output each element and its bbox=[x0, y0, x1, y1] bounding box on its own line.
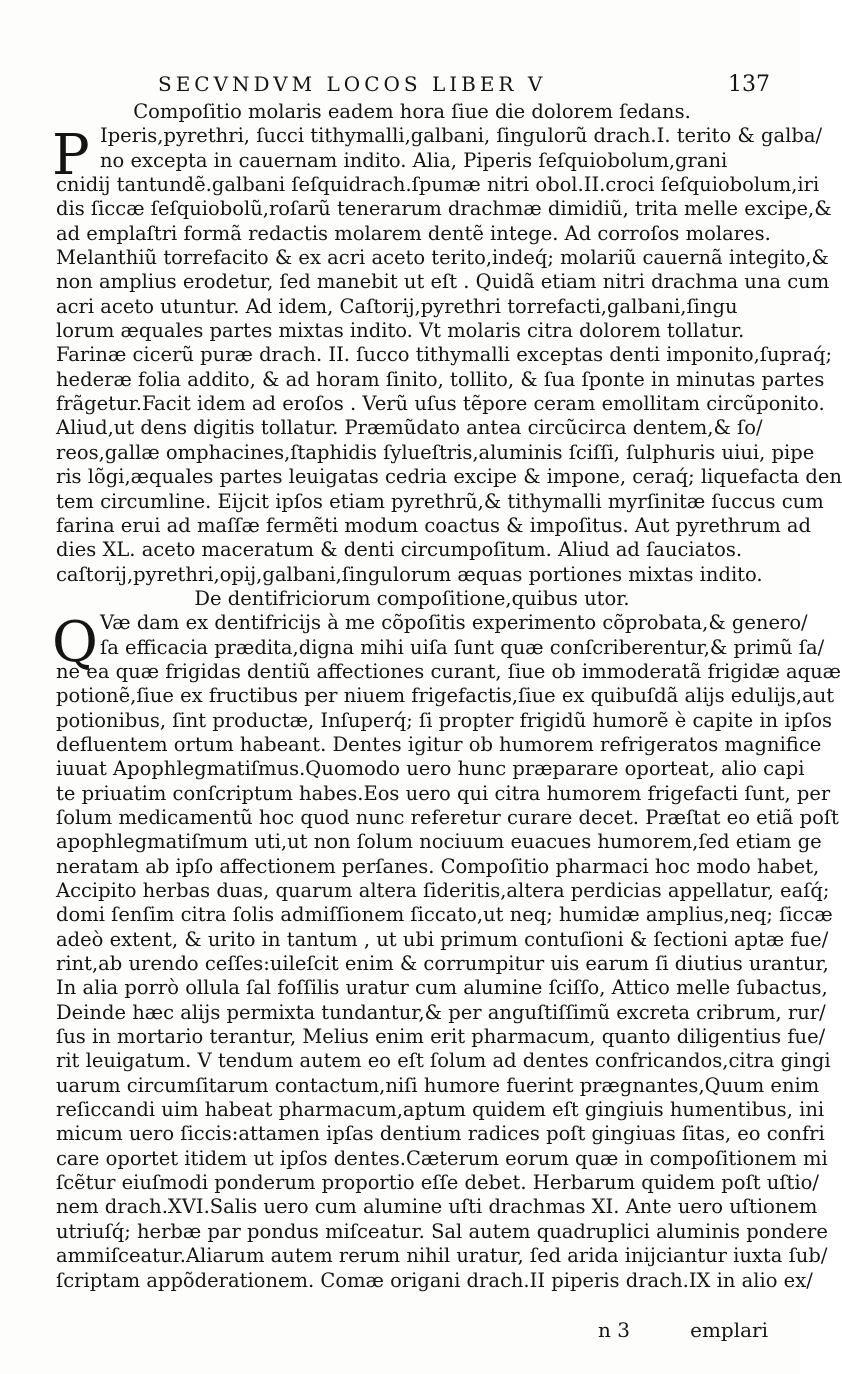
text-line: frãgetur.Facit idem ad eroſos . Verũ uſus tẽpore ceram emollitam circũponito. bbox=[56, 392, 825, 416]
text-line-content: ſa efficacia prædita,digna mihi uiſa ſunt quæ conſcriberentur,& primũ ſa/ bbox=[100, 635, 825, 659]
text-line: Melanthiũ torrefacito & ex acri aceto terito,indeq́; molariũ cauernã integito,& bbox=[56, 246, 829, 270]
drop-cap: P bbox=[52, 123, 90, 189]
body-text bbox=[52, 100, 842, 1293]
text-line: rint,ab urendo ceſſes:uileſcit enim & corrumpitur uis earum ſi diutius urantur, bbox=[56, 952, 829, 976]
text-line: Aliud,ut dens digitis tollatur. Præmũdato antea circũcirca dentem,& ſo/ bbox=[56, 416, 763, 440]
running-head: SECVNDVM LOCOS LIBER V bbox=[158, 72, 547, 96]
text-line: potionibus, ſint productæ, Inſuperq́; ſi propter frigidũ humorẽ è capite in ipſos bbox=[56, 708, 833, 732]
text-line: cnidij tantundẽ.galbani ſeſquidrach.ſpumæ nitri obol.II.croci ſeſquiobolum,iri bbox=[56, 173, 820, 197]
drop-cap: Q bbox=[52, 610, 98, 676]
text-line: tem circumline. Eijcit ipſos etiam pyrethrũ,& tithymalli myrſinitæ ſuccus cum bbox=[56, 489, 824, 513]
signature-mark: n 3 bbox=[598, 1318, 630, 1342]
text-line: Deinde hæc alijs permixta tundantur,& per anguſtiſſimũ excreta cribrum, rur/ bbox=[56, 1000, 826, 1024]
text-line: farina erui ad maſſæ fermẽti modum coactus & impoſitus. Aut pyrethrum ad bbox=[56, 513, 812, 537]
text-line: apophlegmatiſmum uti,ut non ſolum nociuum euacues humorem,ſed etiam ge bbox=[56, 830, 822, 854]
text-line: dis ſiccæ ſeſquiobolũ,roſarũ tenerarum drachmæ dimidiũ, trita melle excipe,& bbox=[56, 197, 832, 221]
text-line: caſtorij,pyrethri,opij,galbani,ſingulorum æquas portiones mixtas indito. bbox=[56, 562, 763, 586]
page-header bbox=[110, 72, 770, 100]
text-line-content: no excepta in cauernam indito. Alia, Piperis ſeſquiobolum,grani bbox=[100, 148, 728, 172]
text-line: ſcẽtur eiuſmodi ponderum proportio eſſe debet. Herbarum quidem poſt uſtio/ bbox=[56, 1171, 819, 1195]
text-line: micum uero ſiccis:attamen ipſas dentium radices poſt gingiuas ſitas, eo confri bbox=[56, 1122, 825, 1146]
section-heading: De dentifriciorum compoſitione,quibus utor. bbox=[194, 586, 630, 610]
page-number: 137 bbox=[728, 72, 770, 97]
text-line-content: Væ dam ex dentifricijs à me cõpoſitis experimento cõprobata,& genero/ bbox=[100, 611, 808, 635]
text-line: utriuſq́; herbæ par pondus miſceatur. Sal autem quadruplici aluminis pondere bbox=[56, 1219, 828, 1243]
text-line bbox=[56, 149, 768, 173]
text-line: ſcriptam appõderationem. Comæ origani drach.II piperis drach.IX in alio ex/ bbox=[56, 1268, 813, 1292]
text-line: potionẽ,ſiue ex fructibus per niuem frigefactis,ſiue ex quibuſdã alijs edulijs,aut bbox=[56, 684, 835, 708]
page-footer bbox=[56, 1318, 768, 1348]
text-line: uarum circumſitarum contactum,niſi humore fuerint prægnantes,Quum enim bbox=[56, 1073, 820, 1097]
text-line: hederæ folia addito, & ad horam ſinito, tollito, & ſua ſponte in minutas partes bbox=[56, 367, 825, 391]
text-line: iuuat Apophlegmatiſmus.Quomodo uero hunc præparare oporteat, alio capi bbox=[56, 757, 805, 781]
section-heading: Compoſitio molaris eadem hora ſiue die dolorem ſedans. bbox=[133, 100, 691, 123]
text-line: lorum æquales partes mixtas indito. Vt molaris citra dolorem tollatur. bbox=[56, 319, 745, 343]
text-line: nem drach.XVI.Salis uero cum alumine uſti drachmas XI. Ante uero uſtionem bbox=[56, 1195, 818, 1219]
text-line: non amplius erodetur, ſed manebit ut eſt . Quidã etiam nitri drachma una cum bbox=[56, 270, 830, 294]
text-line: reos,gallæ omphacines,ſtaphidis ſylueſtris,aluminis ſciſſi, ſulphuris uiui, pipe bbox=[56, 440, 815, 464]
text-line: ammiſceatur.Aliarum autem rerum nihil uratur, ſed arida inijciantur iuxta ſub/ bbox=[56, 1244, 828, 1268]
text-line: neratam ab ipſo affectionem perſanes. Compoſitio pharmaci hoc modo habet, bbox=[56, 854, 820, 878]
text-line: ne ea quæ frigidas dentiũ affectiones curant, ſiue ob immoderatã frigidæ aquæ bbox=[56, 659, 841, 683]
catchword: emplari bbox=[690, 1318, 768, 1342]
text-line: acri aceto utuntur. Ad idem, Caſtorij,pyrethri torrefacti,galbani,ſingu bbox=[56, 294, 738, 318]
text-line: ad emplaſtri formã redactis molarem dentẽ intege. Ad corroſos molares. bbox=[56, 221, 771, 245]
text-line: In alia porrò ollula ſal foſſilis uratur cum alumine ſciſſo, Attico melle ſubactus, bbox=[56, 976, 828, 1000]
text-line: ſus in mortario terantur, Melius enim erit pharmacum, quanto diligentius fue/ bbox=[56, 1025, 826, 1049]
text-line: adeò extent, & urito in tantum , ut ubi primum contuſioni & ſectioni aptæ fue/ bbox=[56, 927, 829, 951]
text-line: dies XL. aceto maceratum & denti circumpoſitum. Aliud ad ſauciatos. bbox=[56, 538, 743, 562]
text-line-content: Iperis,pyrethri, ſucci tithymalli,galbani, ſingulorũ drach.I. terito & galba/ bbox=[100, 124, 823, 148]
text-line: ris lõgi,æquales partes leuigatas cedria excipe & impone, ceraq́; liquefacta den bbox=[56, 465, 842, 489]
text-line: rit leuigatum. V tendum autem eo eſt ſolum ad dentes confricandos,citra gingi bbox=[56, 1049, 831, 1073]
text-line: Farinæ cicerũ puræ drach. II. ſucco tithymalli exceptas denti imponito,ſupraq́; bbox=[56, 343, 833, 367]
text-line: defluentem ortum habeant. Dentes igitur ob humorem refrigeratos magnifice bbox=[56, 732, 822, 756]
text-line: Accipito herbas duas, quarum altera ſideritis,altera perdicias appellatur, eaſq́; bbox=[56, 879, 830, 902]
text-line: care oportet itidem ut ipſos dentes.Cæterum eorum quæ in compoſitionem mi bbox=[56, 1146, 828, 1170]
text-line: te priuatim conſcriptum habes.Eos uero qui citra humorem frigefacti ſunt, per bbox=[56, 781, 831, 805]
text-line: reſiccandi uim habeat pharmacum,aptum quidem eſt gingiuis humentibus, ini bbox=[56, 1098, 825, 1122]
text-line bbox=[56, 635, 825, 660]
text-line: domi ſenſim citra ſolis admiſſionem ſiccato,ut neq; humidæ amplius,neq; ſiccæ bbox=[56, 903, 833, 927]
text-line: ſolum medicamentũ hoc quod nunc referetur curare decet. Præſtat eo etiã poſt bbox=[56, 805, 839, 829]
